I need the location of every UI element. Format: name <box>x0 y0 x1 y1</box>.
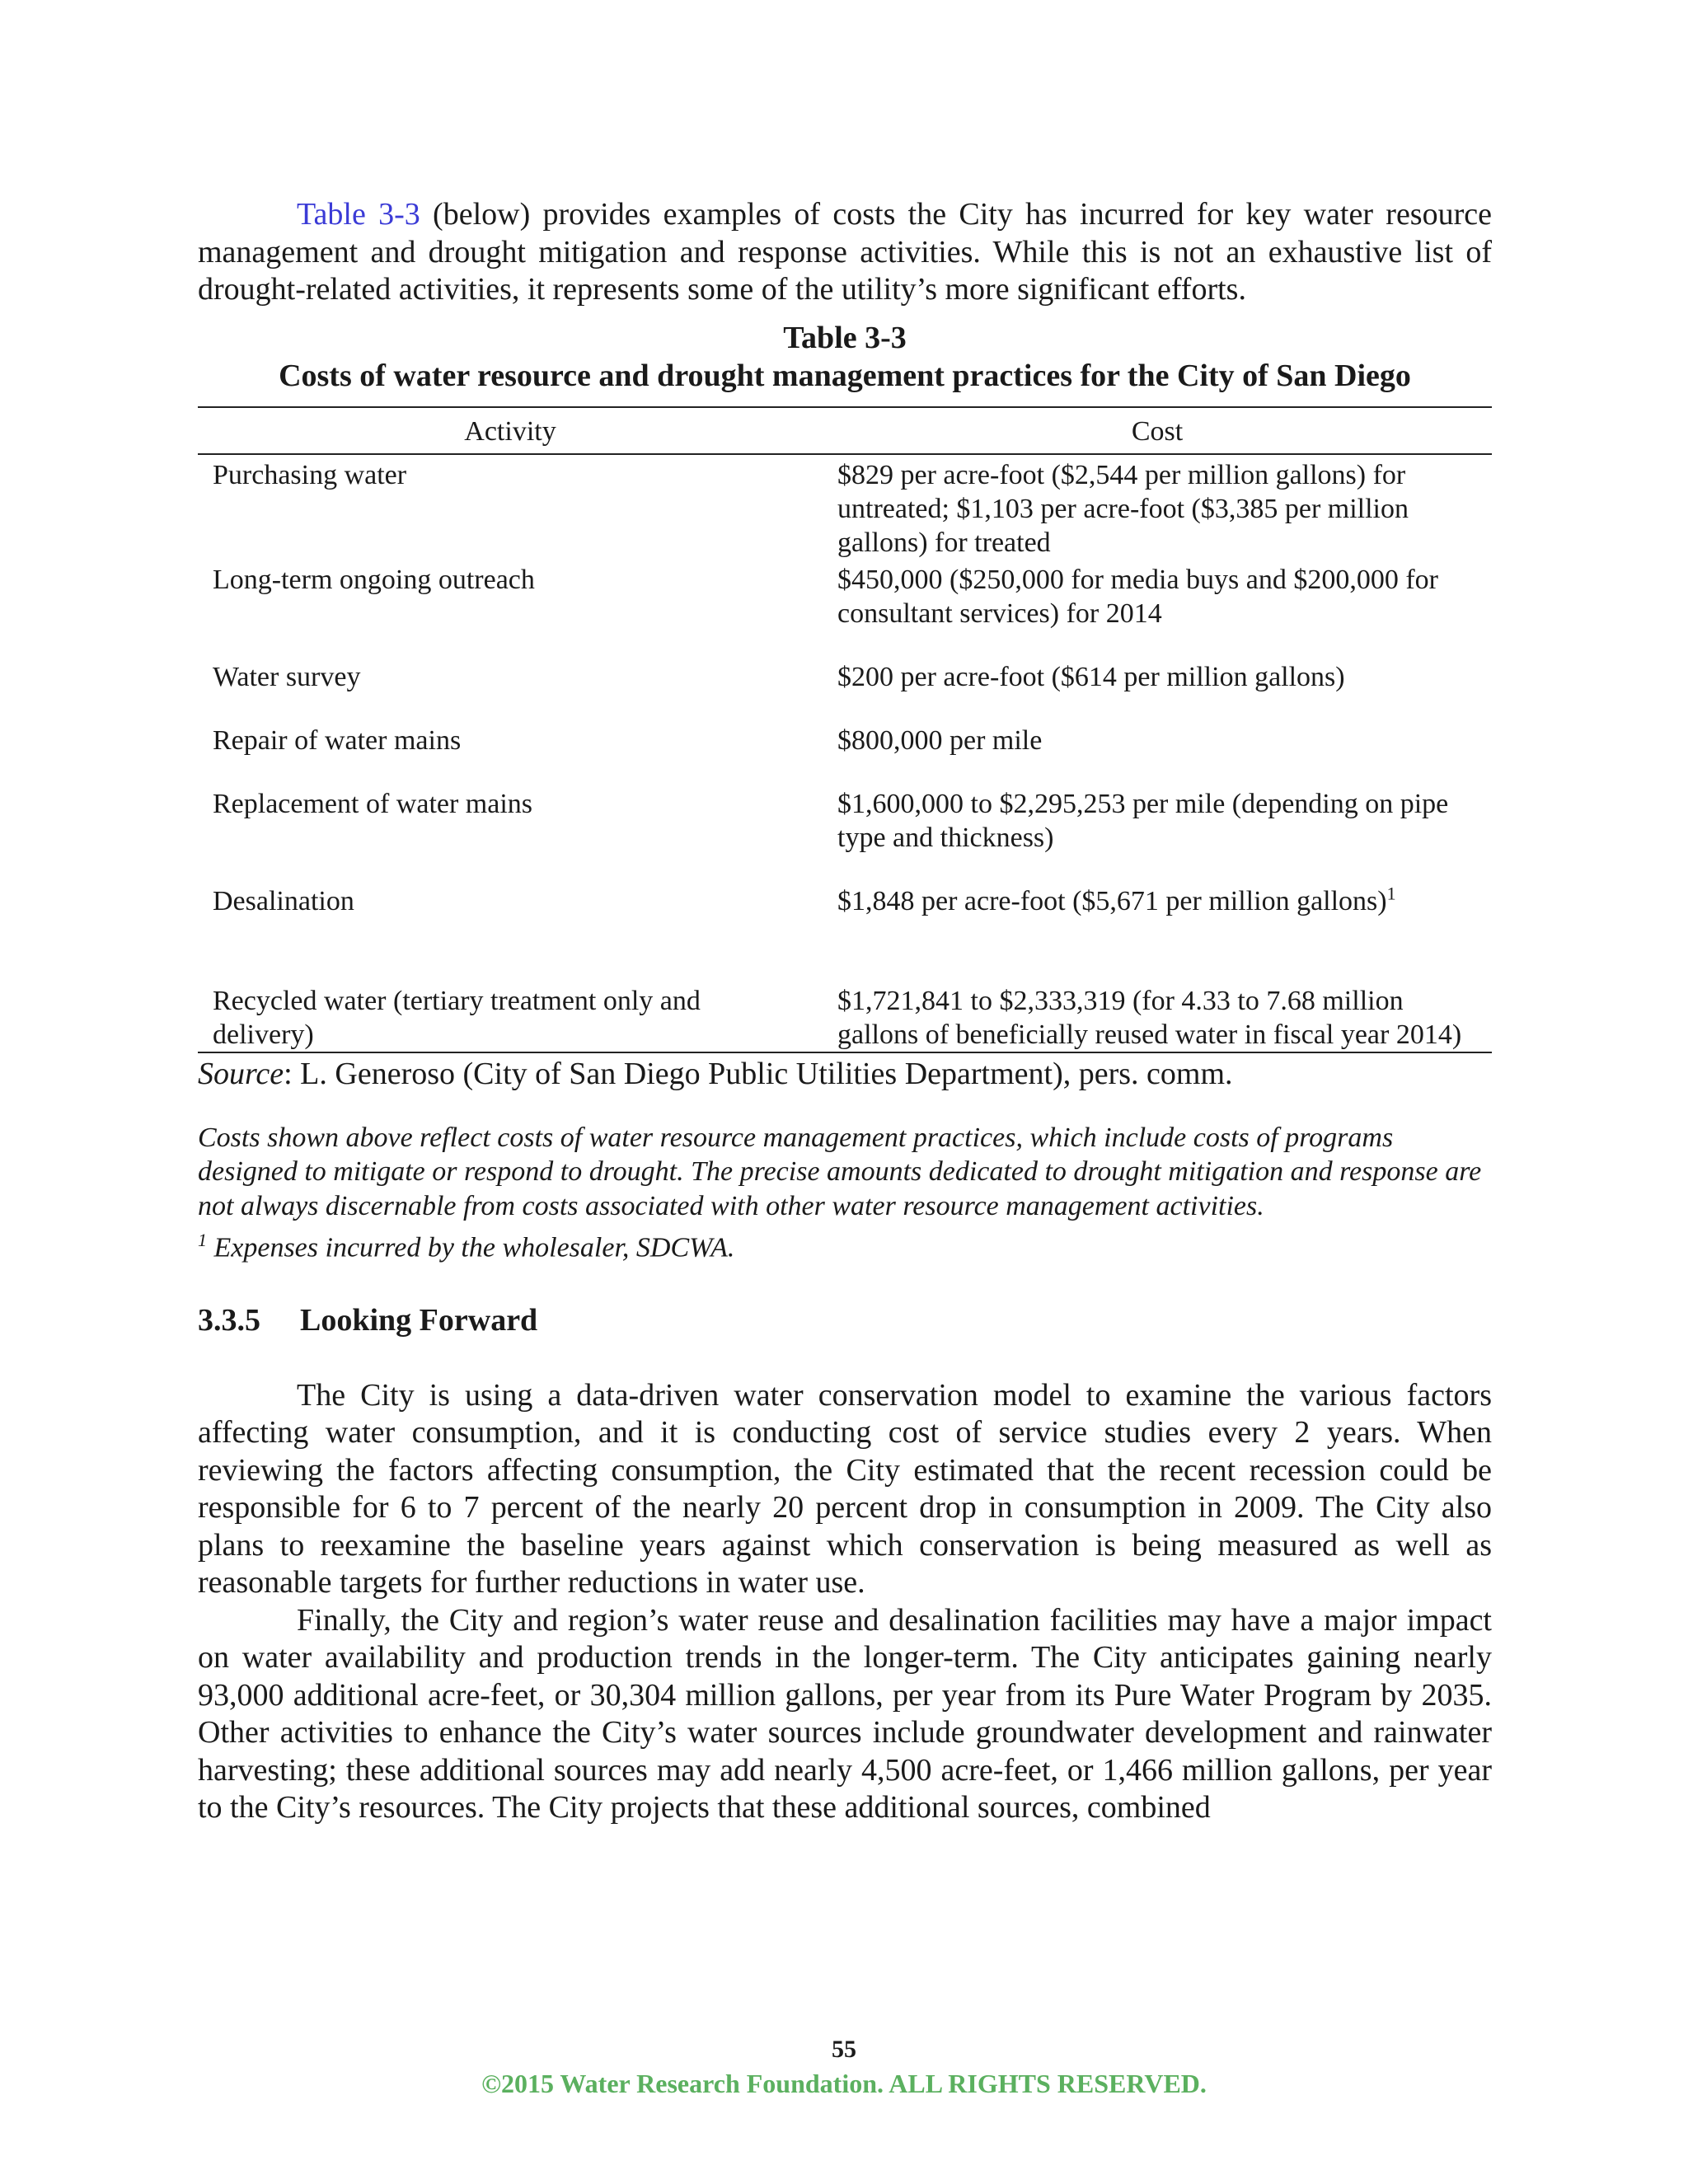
body-paragraph: The City is using a data-driven water conservation model to examine the various factors affecting water consumption, and it is conducting cost of service studies every 2 years. When reviewing the factors affecting consumption, the City estimated that the recent recession could be responsible for 6 to 7 percent of the nearly 20 percent drop in consumption in 2009. The City also plans to reexamine the baseline years against which conservation is being measured as well as reasonable targets for further reductions in water use. <box>198 1377 1492 1601</box>
body-paragraph: Finally, the City and region’s water reuse and desalination facilities may have a major impact on water availability and production trends in the longer-term. The City anticipates gaining nearly 93,000 additional acre-feet, or 30,304 million gallons, per year from its Pure Water Program by 2035. Other activities to enhance the City’s water sources include groundwater development and rainwater harvesting; these additional sources may add nearly 4,500 acre-feet, or 1,466 million gallons, per year to the City’s resources. The City projects that these additional sources, combined <box>198 1602 1492 1825</box>
cost-cell: $1,600,000 to $2,295,253 per mile (depending on pipe type and thickness) <box>837 788 1449 853</box>
activity-cell: Long-term ongoing outreach <box>213 564 535 595</box>
section-number: 3.3.5 <box>198 1302 260 1338</box>
cost-column-header: Cost <box>823 407 1492 454</box>
activity-cell: Purchasing water <box>213 459 407 490</box>
table-row <box>198 720 1492 784</box>
footnote-mark: 1 <box>198 1230 207 1250</box>
table-number: Table 3-3 <box>783 320 907 355</box>
table-reference-link[interactable]: Table 3-3 <box>297 197 420 232</box>
source-label: Source <box>198 1056 284 1091</box>
cost-cell: $829 per acre-foot ($2,544 per million gallons) for untreated; $1,103 per acre-foot ($3,385 per million gallons) for treated <box>837 459 1409 558</box>
table-row <box>198 454 1492 560</box>
activity-cell: Replacement of water mains <box>213 788 533 819</box>
page-number: 55 <box>832 2036 856 2063</box>
cost-text: $1,848 per acre-foot ($5,671 per million gallons) <box>837 885 1387 916</box>
document-page <box>198 196 1492 1827</box>
section-title: Looking Forward <box>300 1302 538 1338</box>
activity-cell: Desalination <box>213 885 354 916</box>
cost-cell: $1,721,841 to $2,333,319 (for 4.33 to 7.68 million gallons of beneficially reused water in fiscal year 2014) <box>823 981 1492 1052</box>
cost-cell: $800,000 per mile <box>837 724 1043 756</box>
table-title: Costs of water resource and drought management practices for the City of San Diego <box>279 358 1411 393</box>
activity-column-header: Activity <box>198 407 823 454</box>
intro-paragraph <box>198 196 1492 309</box>
table-footnote <box>198 1223 1492 1265</box>
footnote-text: Expenses incurred by the wholesaler, SDCWA. <box>207 1232 735 1263</box>
table-row <box>198 981 1492 1052</box>
table-row <box>198 657 1492 720</box>
table-row <box>198 784 1492 881</box>
table-row <box>198 560 1492 657</box>
footnote-marker: 1 <box>1386 883 1396 904</box>
activity-cell: Repair of water mains <box>213 724 462 756</box>
source-text: : L. Generoso (City of San Diego Public Utilities Department), pers. comm. <box>284 1056 1233 1091</box>
copyright-notice: ©2015 Water Research Foundation. ALL RIGHTS RESERVED. <box>481 2069 1207 2098</box>
intro-text: (below) provides examples of costs the City has incurred for key water resource management and drought mitigation and response activities. While this is not an exhaustive list of drought-related activities, it represents some of the utility’s more significant efforts. <box>198 197 1492 307</box>
cost-cell: $200 per acre-foot ($614 per million gallons) <box>837 661 1345 692</box>
section-heading <box>198 1301 1492 1339</box>
table-header-row <box>198 407 1492 454</box>
activity-cell: Water survey <box>213 661 361 692</box>
cost-cell <box>823 881 1492 981</box>
costs-table <box>198 406 1492 1053</box>
table-notes <box>198 1121 1492 1265</box>
cost-cell: $450,000 ($250,000 for media buys and $200,000 for consultant services) for 2014 <box>837 564 1439 629</box>
table-row <box>198 881 1492 981</box>
activity-cell: Recycled water (tertiary treatment only and delivery) <box>198 981 823 1052</box>
table-note: Costs shown above reflect costs of water resource management practices, which include costs of programs designed to mitigate or respond to drought. The precise amounts dedicated to drought mitigation and response are not always discernable from costs associated with other water resource management activities. <box>198 1122 1482 1221</box>
table-source <box>198 1055 1492 1093</box>
